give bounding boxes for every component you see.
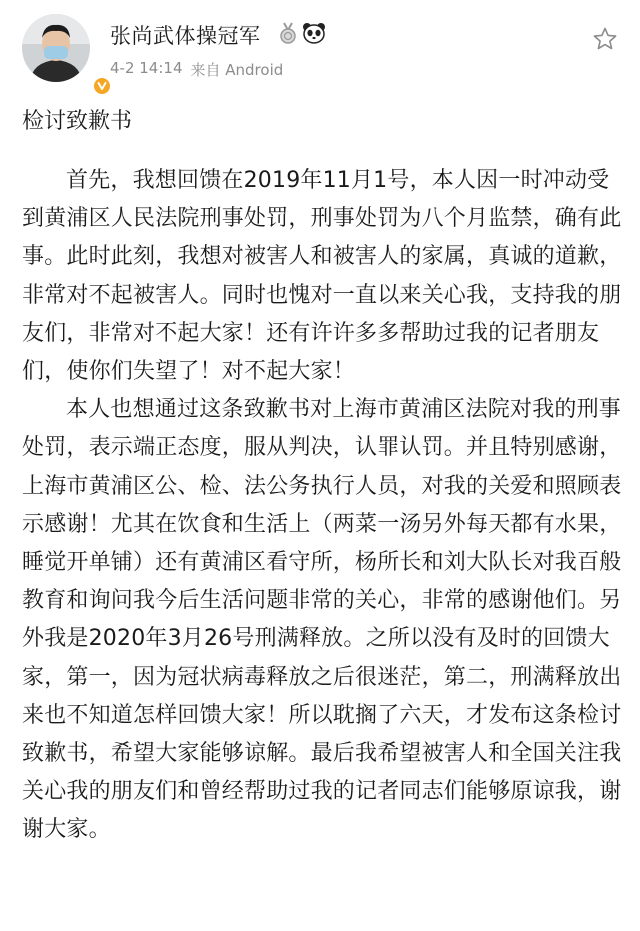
post-body	[22, 162, 622, 850]
username[interactable]: 张尚武体操冠军	[110, 24, 261, 48]
verified-badge-icon	[92, 76, 112, 96]
user-badges	[278, 22, 326, 44]
post-meta	[110, 59, 283, 80]
post-source: 来自 Android	[190, 61, 284, 79]
medal-icon[interactable]	[278, 22, 298, 44]
avatar-image	[22, 14, 90, 82]
avatar[interactable]	[22, 14, 90, 82]
post-title: 检讨致歉书	[22, 109, 133, 134]
favorite-star-icon[interactable]	[592, 26, 618, 56]
post-header	[0, 0, 640, 96]
panda-icon[interactable]	[302, 22, 326, 44]
post-paragraph: 首先，我想回馈在2019年11月1号，本人因一时冲动受到黄浦区人民法院刑事处罚，刑事处罚为八个月监禁，确有此事。此时此刻，我想对被害人和被害人的家属，真诚的道歉，非常对不起被害人。同时也愧对一直以来关心我，支持我的朋友们，非常对不起大家！还有许许多多帮助过我的记者朋友们，使你们失望了！对不起大家！	[22, 168, 622, 385]
post-paragraph: 本人也想通过这条致歉书对上海市黄浦区法院对我的刑事处罚，表示端正态度，服从判决，认罪认罚。并且特别感谢，上海市黄浦区公、检、法公务执行人员，对我的关爱和照顾表示感谢！尤其在饮食和生活上（两菜一汤另外每天都有水果，睡觉开单铺）还有黄浦区看守所，杨所长和刘大队长对我百般教育和询问我今后生活问题非常的关心，非常的感谢他们。另外我是2020年3月26号刑满释放。之所以没有及时的回馈大家，第一，因为冠状病毒释放之后很迷茫，第二，刑满释放出来也不知道怎样回馈大家！所以耽搁了六天，才发布这条检讨致歉书，希望大家能够谅解。最后我希望被害人和全国关注我关心我的朋友们和曾经帮助过我的记者同志们能够原谅我，谢谢大家。	[22, 397, 622, 843]
post-timestamp: 4-2 14:14	[110, 59, 183, 77]
